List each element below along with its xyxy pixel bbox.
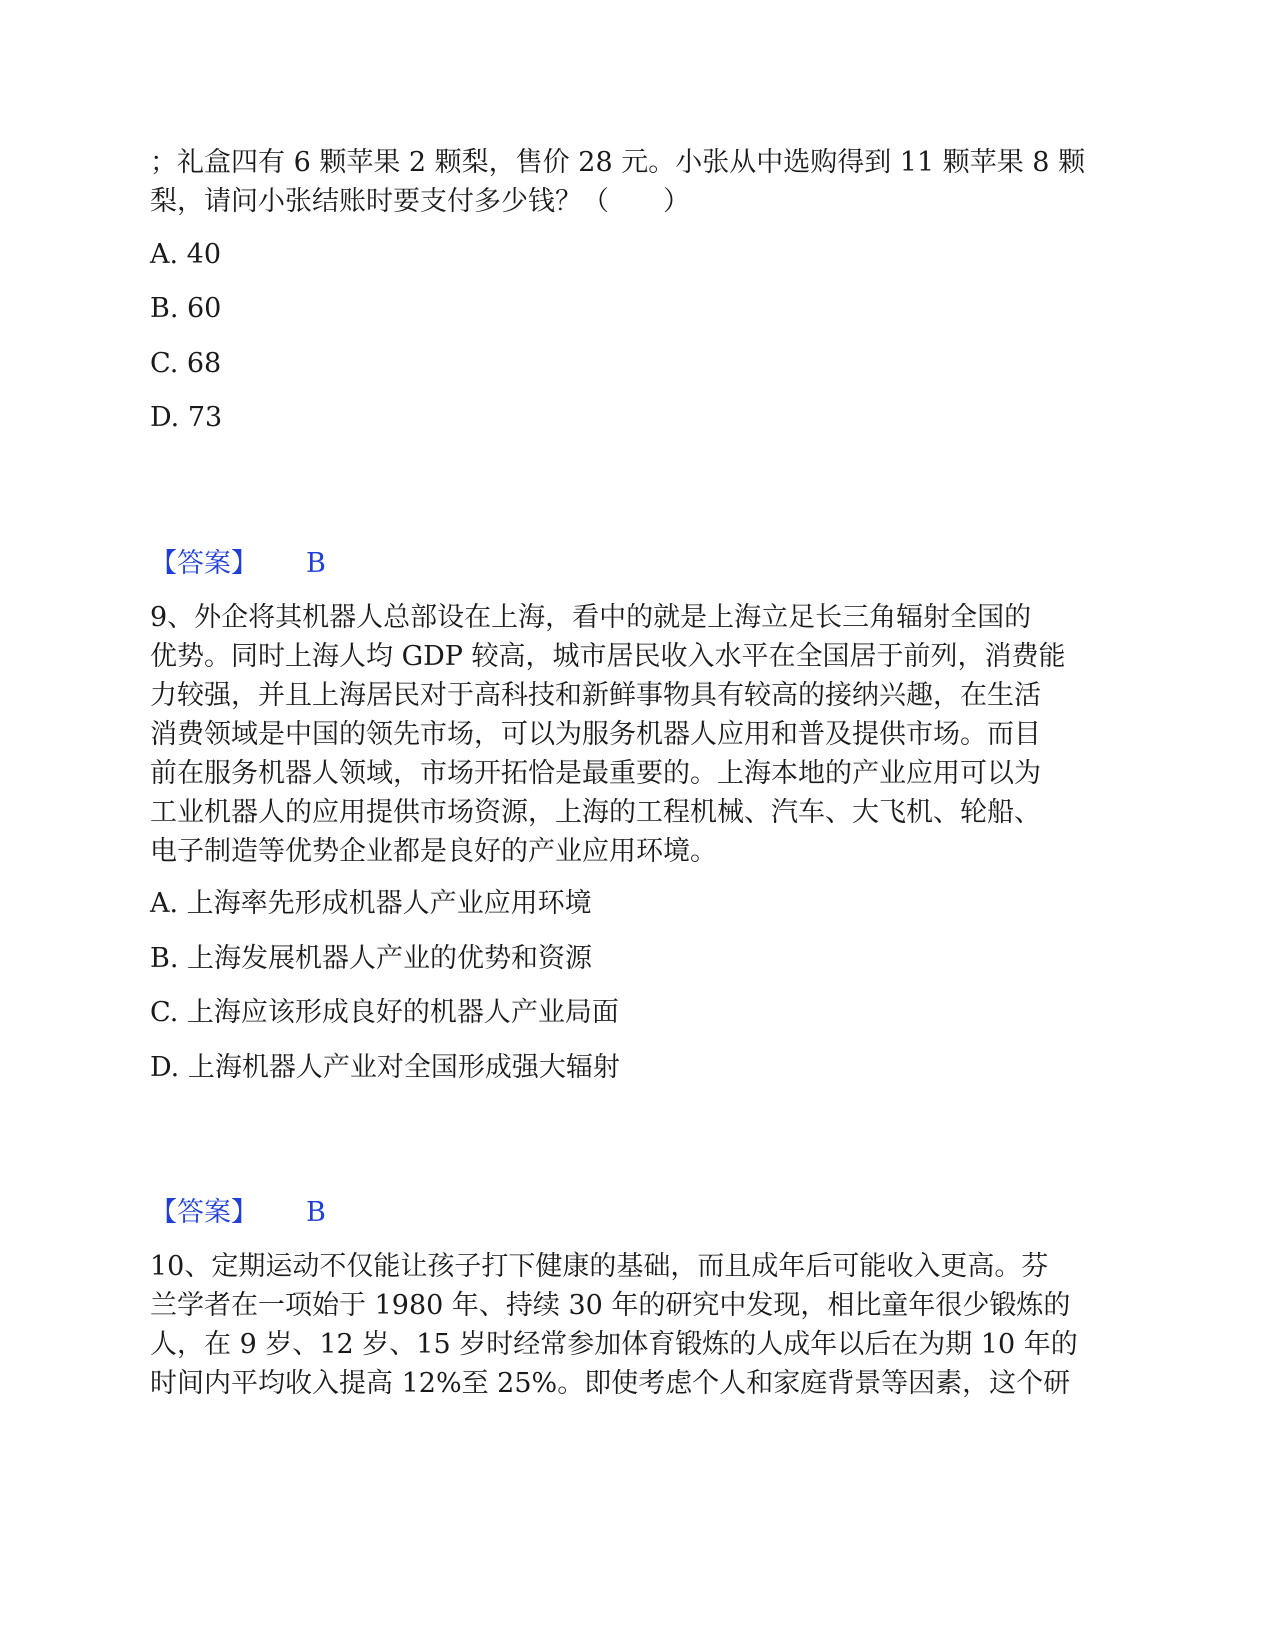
question-9-option-c: C. 上海应该形成良好的机器人产业局面 [150,997,619,1028]
question-8-option-a: A. 40 [150,239,222,270]
answer-value: B [306,548,326,579]
question-8-stem [150,143,1125,221]
question-10-stem-line: 10、定期运动不仅能让孩子打下健康的基础，而且成年后可能收入更高。芬 [150,1251,1049,1282]
question-9-answer [150,1196,326,1230]
question-9-option-b: B. 上海发展机器人产业的优势和资源 [150,943,593,974]
question-8-answer [150,547,326,581]
question-9-stem-line: 工业机器人的应用提供市场资源，上海的工程机械、汽车、大飞机、轮船、 [150,797,1041,828]
question-8-stem-line: 梨，请问小张结账时要支付多少钱？（ ） [150,186,690,217]
answer-label: 【答案】 [150,548,258,579]
question-9-stem-line: 9、外企将其机器人总部设在上海，看中的就是上海立足长三角辐射全国的 [150,602,1032,633]
question-9-stem-line: 电子制造等优势企业都是良好的产业应用环境。 [150,836,717,867]
question-10-stem-line: 兰学者在一项始于 1980 年、持续 30 年的研究中发现，相比童年很少锻炼的 [150,1290,1071,1321]
answer-label: 【答案】 [150,1197,258,1228]
question-9-stem [150,598,1125,871]
question-8-option-b: B. 60 [150,293,222,324]
question-9-stem-line: 前在服务机器人领域，市场开拓恰是最重要的。上海本地的产业应用可以为 [150,758,1041,789]
question-9-option-d: D. 上海机器人产业对全国形成强大辐射 [150,1052,620,1083]
question-9-option-a: A. 上海率先形成机器人产业应用环境 [150,888,592,919]
question-9-stem-line: 优势。同时上海人均 GDP 较高，城市居民收入水平在全国居于前列，消费能 [150,641,1066,672]
question-8-option-c: C. 68 [150,348,222,379]
question-10-stem [150,1247,1125,1403]
question-9-stem-line: 力较强，并且上海居民对于高科技和新鲜事物具有较高的接纳兴趣，在生活 [150,680,1041,711]
question-10-stem-line: 时间内平均收入提高 12%至 25%。即使考虑个人和家庭背景等因素，这个研 [150,1368,1071,1399]
question-9-stem-line: 消费领域是中国的领先市场，可以为服务机器人应用和普及提供市场。而目 [150,719,1041,750]
question-8-option-d: D. 73 [150,402,223,433]
question-8-stem-line: ；礼盒四有 6 颗苹果 2 颗梨，售价 28 元。小张从中选购得到 11 颗苹果 8 颗 [150,147,1086,178]
question-10-stem-line: 人，在 9 岁、12 岁、15 岁时经常参加体育锻炼的人成年以后在为期 10 年的 [150,1329,1078,1360]
answer-value: B [306,1197,326,1228]
